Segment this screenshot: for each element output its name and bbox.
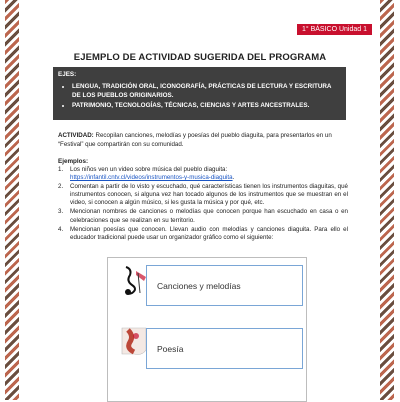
ejemplos-heading: Ejemplos: <box>58 158 89 165</box>
item-number: 1. <box>58 166 64 173</box>
ejes-item: • LENGUA, TRADICIÓN ORAL, ICONOGRAFÍA, PRÁCTICAS DE LECTURA Y ESCRITURA DE LOS PUEBLOS ORIGINARIOS. <box>72 83 341 100</box>
organizer-label: Poesía <box>157 343 184 354</box>
item-text: Mencionan nombres de canciones o melodías que conocen porque han escuchado en casa o en celebraciones que se realizan en su territorio. <box>70 208 348 224</box>
ejes-heading: EJES: <box>58 71 77 78</box>
item-number: 3. <box>58 208 64 216</box>
page-title: EJEMPLO DE ACTIVIDAD SUGERIDA DEL PROGRAMA <box>73 52 327 63</box>
ejemplos-list <box>58 166 348 243</box>
list-item <box>58 166 348 182</box>
ejes-item: • PATRIMONIO, TECNOLOGÍAS, TÉCNICAS, CIENCIAS Y ARTES ANCESTRALES. <box>72 102 341 111</box>
list-item <box>58 183 348 207</box>
organizer-row-canciones <box>146 265 303 306</box>
actividad-label: ACTIVIDAD: <box>58 132 94 139</box>
item-text-after: . <box>232 174 235 182</box>
list-item <box>58 226 348 242</box>
grade-unit-badge: 1° BÁSICO Unidad 1 <box>297 24 372 35</box>
ejes-box <box>53 67 346 120</box>
item-text: Los niños ven un video sobre música del pueblo diaguita: <box>70 166 228 173</box>
actividad-paragraph <box>58 132 348 149</box>
list-item <box>58 208 348 224</box>
graphic-organizer <box>107 257 307 402</box>
organizer-label: Canciones y melodías <box>157 280 241 291</box>
actividad-text: Recopilan canciones, melodías y poesías del pueblo diaguita, para presentarlos en un “Festival” que compartirán con su comunidad. <box>58 132 332 148</box>
video-link[interactable]: https://infantil.cntv.cl/videos/instrumentos-y-musica-diaguita <box>70 174 233 182</box>
ejes-list <box>58 83 341 111</box>
item-number: 4. <box>58 225 64 233</box>
item-text: Comentan a partir de lo visto y escuchado, qué características tienen los instrumentos diaguitas, qué instrumentos conocen, si alguna vez han tocado algunos de los instrumentos que se muestran en el video, si conocen a algún músico, si les gusta la música y por qué, etc. <box>70 183 348 207</box>
item-text: Mencionan poesías que conocen. Llevan audio con melodías y canciones diaguita. Para ello el educador tradicional puede usar un organizador gráfico como el siguiente: <box>70 225 348 241</box>
organizer-row-poesia <box>146 328 303 369</box>
item-number: 2. <box>58 183 64 191</box>
